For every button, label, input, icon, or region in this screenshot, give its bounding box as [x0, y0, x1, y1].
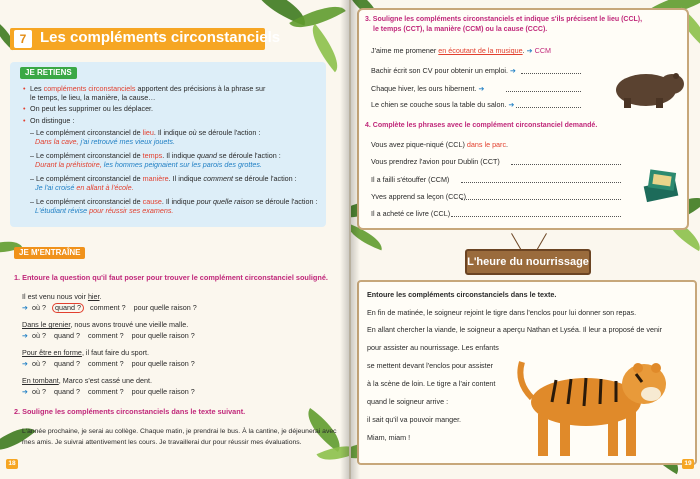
answer-line[interactable]	[521, 73, 581, 74]
ex3-sentence: Bachir écrit son CV pour obtenir un emploi. ➔	[371, 66, 517, 75]
retiens-line: • Les compléments circonstanciels apportent des précisions à la phrase sur	[30, 84, 265, 93]
retiens-cause-example: L'étudiant révise pour réussir ses examens.	[35, 206, 174, 215]
story-line[interactable]: se mettent devant l'enclos pour assister	[367, 361, 494, 370]
tiger-illustration	[516, 342, 686, 462]
retiens-line: • On peut les supprimer ou les déplacer.	[30, 104, 153, 113]
answer-line[interactable]	[506, 91, 581, 92]
je-m-entraine-tag: JE M'ENTRAÎNE	[14, 247, 85, 259]
ex1-sentence: En tombant, Marco s'est cassé une dent.	[22, 376, 153, 385]
exercise-4-title: 4. Complète les phrases avec le complément circonstanciel demandé.	[365, 122, 598, 129]
ex1-options[interactable]: ➔ où ? quand ? comment ? pour quelle raison ?	[22, 359, 195, 368]
retiens-lieu-example: Dans la cave, j'ai retrouvé mes vieux jouets.	[35, 137, 175, 146]
ex3-sentence: J'aime me promener en écoutant de la musique. ➔ CCM	[371, 46, 552, 55]
book-gutter	[340, 0, 360, 479]
retiens-temps-example: Durant la préhistoire, les hommes peignaient sur les parois des grottes.	[35, 160, 262, 169]
story-line[interactable]: à la scène de loin. Le tigre a l'air content	[367, 379, 496, 388]
story-line[interactable]: Miam, miam !	[367, 433, 411, 442]
right-page	[351, 0, 700, 479]
books-illustration	[641, 165, 681, 205]
exercise-1-title: 1. Entoure la question qu'il faut poser pour trouver le complément circonstanciel souligné.	[14, 273, 328, 282]
answer-line[interactable]	[511, 164, 621, 165]
answer-line[interactable]	[516, 107, 581, 108]
exercise-2-title: 2. Souligne les compléments circonstanciels dans le texte suivant.	[14, 407, 246, 416]
left-page	[0, 0, 349, 479]
story-line[interactable]: En allant chercher la viande, le soigneur a aperçu Nathan et Lyséa. Il leur a proposé de venir	[367, 325, 662, 334]
bear-illustration	[606, 60, 686, 110]
ex4-sentence: Il a acheté ce livre (CCL)	[371, 209, 451, 218]
ex1-options[interactable]: ➔ où ? quand ? comment ? pour quelle raison ?	[22, 303, 197, 312]
answer-line[interactable]	[461, 182, 621, 183]
section-sign: L'heure du nourrissage	[465, 249, 591, 275]
page-number: 18	[6, 459, 18, 469]
answer-circle: quand ?	[52, 303, 84, 313]
ex4-sentence: Yves apprend sa leçon (CCC)	[371, 192, 467, 201]
retiens-lieu: – Le complément circonstanciel de lieu. Il indique où se déroule l'action :	[30, 128, 261, 137]
retiens-maniere-example: Je l'ai croisé en allant à l'école.	[35, 183, 134, 192]
retiens-line: le temps, le lieu, la manière, la cause…	[30, 93, 156, 102]
ex1-options[interactable]: ➔ où ? quand ? comment ? pour quelle raison ?	[22, 331, 195, 340]
story-line[interactable]: En fin de matinée, le soigneur rejoint le tigre dans l'enclos pour lui donner son repas.	[367, 308, 637, 317]
retiens-line: • On distingue :	[30, 116, 74, 125]
story-instruction: Entoure les compléments circonstanciels dans le texte.	[367, 290, 557, 299]
ex4-sentence: Il a failli s'étouffer (CCM)	[371, 175, 450, 184]
story-line[interactable]: pour assister au nourrissage. Les enfants	[367, 343, 499, 352]
ex4-sentence: Vous avez pique-niqué (CCL) dans le parc.	[371, 140, 509, 149]
ex3-sentence: Chaque hiver, les ours hibernent. ➔	[371, 84, 485, 93]
je-retiens-tag: JE RETIENS	[20, 67, 77, 79]
story-line[interactable]: il sait qu'il va pouvoir manger.	[367, 415, 462, 424]
ex3-sentence: Le chien se couche sous la table du salon. ➔	[371, 100, 515, 109]
ex1-sentence: Il est venu nous voir hier.	[22, 292, 102, 301]
page-title: Les compléments circonstanciels	[40, 29, 281, 46]
exercise-3-title-line1: 3. Souligne les compléments circonstanciels et indique s'ils précisent le lieu (CCL),	[365, 16, 643, 23]
retiens-temps: – Le complément circonstanciel de temps. Il indique quand se déroule l'action :	[30, 151, 281, 160]
chapter-number: 7	[14, 30, 32, 48]
ex4-sentence: Vous prendrez l'avion pour Dublin (CCT)	[371, 157, 500, 166]
answer-line[interactable]	[451, 216, 621, 217]
ex2-text-line: mes amis. Je suivrai attentivement les cours. Je travaillerai dur pour réussir mes évaluations.	[22, 439, 302, 446]
ex2-text-line: L'année prochaine, je serai au collège. Chaque matin, je prendrai le bus. À la cantine, je déjeunerai avec	[22, 428, 337, 435]
story-line[interactable]: quand le soigneur arrive :	[367, 397, 449, 406]
ex1-sentence: Pour être en forme, il faut faire du sport.	[22, 348, 150, 357]
answer-line[interactable]	[461, 199, 621, 200]
ex1-options[interactable]: ➔ où ? quand ? comment ? pour quelle raison ?	[22, 387, 195, 396]
retiens-maniere: – Le complément circonstanciel de manière. Il indique comment se déroule l'action :	[30, 174, 297, 183]
page-number: 19	[682, 459, 694, 469]
exercise-3-title-line2: le temps (CCT), la manière (CCM) ou la cause (CCC).	[373, 26, 548, 33]
ex1-sentence: Dans le grenier, nous avons trouvé une vieille malle.	[22, 320, 189, 329]
retiens-cause: – Le complément circonstanciel de cause. Il indique pour quelle raison se déroule l'action :	[30, 197, 318, 206]
